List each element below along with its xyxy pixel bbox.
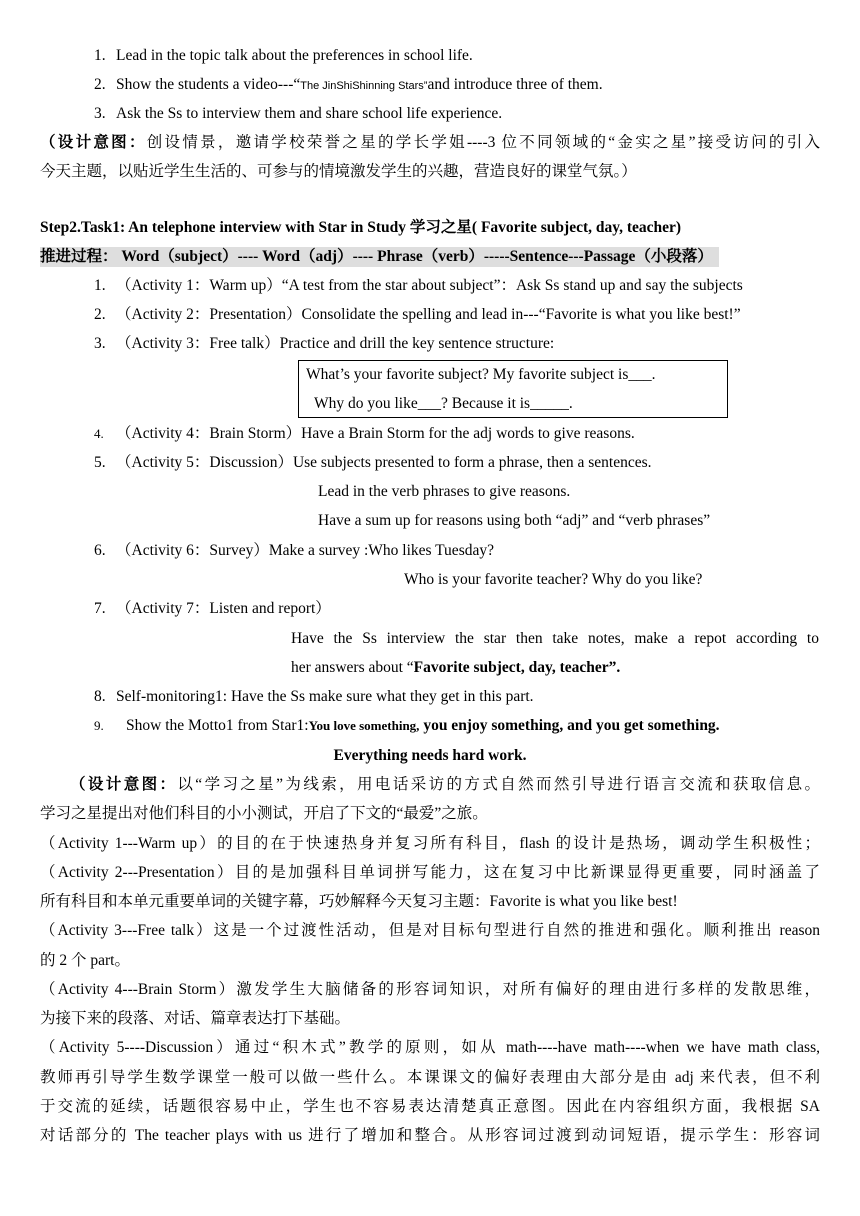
process-line: 推进过程： Word（subject）---- Word（adj）---- Phrase（verb）-----Sentence---Passage（小段落） (40, 247, 719, 267)
list-item (94, 334, 554, 354)
design-intent-line: 学习之星提出对他们科目的小小测试，开启了下文的“最爱”之旅。 (40, 805, 488, 822)
list-number: 4. (94, 426, 104, 441)
design-intent-line: 所有科目和本单元重要单词的关键字幕，巧妙解释今天复习主题：Favorite is what you like best! (40, 893, 678, 910)
design-intent-text: 以“学习之星”为线索，用电话采访的方式自然而然引导进行语言交流和获取信息。 (177, 776, 820, 793)
design-intent-label: （设计意图： (70, 776, 178, 793)
sub-text-bold: Favorite subject, day, teacher”. (413, 659, 621, 676)
list-number: 3. (94, 105, 106, 122)
list-text: （Activity 5：Discussion）Use subjects presented to form a phrase, then a sentences. (116, 454, 652, 471)
list-item (94, 104, 502, 124)
sentence-line: Why do you like___? Because it is_____. (314, 395, 573, 412)
design-intent-paragraph (70, 775, 820, 795)
design-intent-line: （Activity 3---Free talk）这是一个过渡性活动，但是对目标句型进行自然的推进和强化。顺利推出 reason (40, 922, 820, 939)
list-item (94, 716, 720, 736)
sub-line: Who is your favorite teacher? Why do you like? (404, 571, 703, 588)
list-item (94, 453, 651, 473)
list-text: （Activity 7：Listen and report） (116, 600, 331, 617)
sub-line: Lead in the verb phrases to give reasons. (318, 483, 571, 500)
section-heading: Step2.Task1: An telephone interview with Star in Study 学习之星( Favorite subject, day, teacher) (40, 219, 682, 236)
list-item (94, 305, 741, 325)
list-text: （Activity 4：Brain Storm）Have a Brain Storm for the adj words to give reasons. (116, 425, 635, 442)
design-intent-line: 的 2 个 part。 (40, 952, 130, 969)
sentence-line: What’s your favorite subject? My favorite subject is___. (306, 366, 656, 383)
design-intent-line: 为接下来的段落、对话、篇章表达打下基础。 (40, 1010, 351, 1027)
list-number: 5. (94, 454, 106, 471)
list-item (94, 75, 603, 96)
design-intent-paragraph (40, 162, 637, 182)
design-intent-line: （Activity 1---Warm up）的目的在于快速热身并复习所有科目，flash 的设计是热场，调动学生积极性； (40, 835, 820, 852)
list-item (94, 541, 494, 561)
list-number: 1. (94, 47, 106, 64)
list-text: Show the students a video---“ (116, 76, 301, 93)
sub-line: Have a sum up for reasons using both “adj” and “verb phrases” (318, 512, 711, 529)
design-intent-line: （Activity 5----Discussion）通过“积木式”教学的原则，如从 math----have math----when we have math class, (40, 1039, 820, 1056)
list-number: 7. (94, 600, 106, 617)
design-intent-text: 创设情景，邀请学校荣誉之星的学长学姐----3 位不同领域的“金实之星”接受访问的引入 (146, 134, 820, 151)
list-text: and introduce three of them. (427, 76, 603, 93)
list-number: 9. (94, 718, 104, 733)
list-text: Show the Motto1 from Star1: (126, 717, 309, 734)
design-intent-line: （Activity 2---Presentation）目的是加强科目单词拼写能力，这在复习中比新课显得更重要，同时涵盖了 (40, 864, 820, 881)
list-number: 2. (94, 306, 106, 323)
list-number: 1. (94, 277, 106, 294)
list-text: Ask the Ss to interview them and share school life experience. (116, 105, 503, 122)
list-number: 2. (94, 76, 106, 93)
design-intent-paragraph (40, 133, 820, 153)
sub-text: her answers about “ (291, 659, 414, 676)
list-number: 3. (94, 335, 106, 352)
design-intent-line: 于交流的延续，话题很容易中止，学生也不容易表达清楚真正意图。因此在内容组织方面，我根据 SA (40, 1098, 820, 1115)
list-item (94, 276, 743, 296)
design-intent-label: （设计意图： (40, 134, 147, 151)
list-text: （Activity 3：Free talk）Practice and drill the key sentence structure: (116, 335, 555, 352)
list-item (94, 687, 534, 707)
list-text: Lead in the topic talk about the preferences in school life. (116, 47, 473, 64)
design-intent-line: 教师再引导学生数学课堂一般可以做一些什么。本课课文的偏好表理由大部分是由 adj 来代表，但不利 (40, 1069, 820, 1086)
list-text: （Activity 2：Presentation）Consolidate the spelling and lead in---“Favorite is what you like best!” (116, 306, 741, 323)
list-number: 8. (94, 688, 106, 705)
motto-text: you enjoy something, and you get something. (419, 717, 720, 734)
motto-line: Everything needs hard work. (333, 747, 527, 764)
list-text: （Activity 6：Survey）Make a survey :Who likes Tuesday? (116, 542, 494, 559)
list-text: （Activity 1：Warm up）“A test from the star about subject”：Ask Ss stand up and say the subjects (116, 277, 743, 294)
design-intent-text: 今天主题，以贴近学生生活的、可参与的情境激发学生的兴趣，营造良好的课堂气氛。） (40, 163, 637, 180)
list-text: Self-monitoring1: Have the Ss make sure what they get in this part. (116, 688, 534, 705)
design-intent-line: （Activity 4---Brain Storm）激发学生大脑储备的形容词知识，对所有偏好的理由进行多样的发散思维， (40, 981, 820, 998)
sub-line: Have the Ss interview the star then take notes, make a repot according to (291, 630, 819, 647)
design-intent-line: 对话部分的 The teacher plays with us 进行了增加和整合。从形容词过渡到动词短语，提示学生：形容词 (40, 1127, 820, 1144)
list-number: 6. (94, 542, 106, 559)
motto-text: You love something, (308, 718, 420, 733)
list-item (94, 46, 473, 66)
list-item (94, 424, 635, 444)
list-item (94, 599, 331, 619)
sub-line (291, 658, 620, 678)
video-title: The JinShiShinning Stars” (300, 80, 428, 92)
